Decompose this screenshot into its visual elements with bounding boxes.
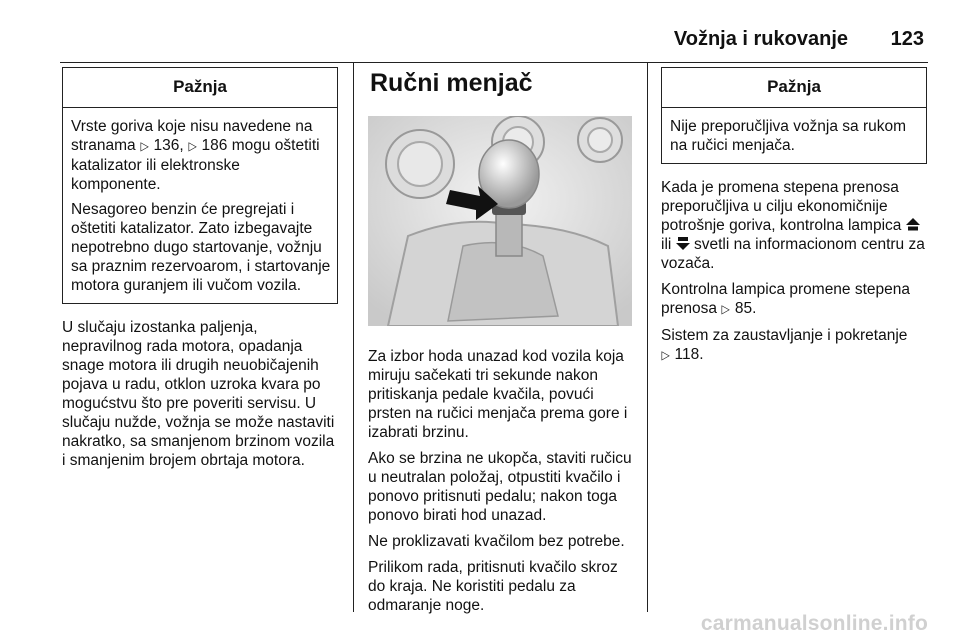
reference-arrow-icon: ▷ bbox=[721, 302, 731, 316]
paragraph-clutch-slip: Ne proklizavati kvačilom bez potrebe. bbox=[368, 533, 625, 550]
notice-box-hand bbox=[661, 67, 927, 164]
manual-gearbox-text bbox=[368, 347, 632, 615]
paragraph-neutral: Ako se brzina ne ukopča, staviti ručicu u neutralan položaj, otpustiti kvačilo i ponovo pritisnuti pedalu; nakon toga ponovo birati hod unazad. bbox=[368, 450, 632, 524]
watermark: carmanualsonline.info bbox=[700, 612, 928, 635]
gear-lever-illustration bbox=[368, 116, 632, 326]
column-divider bbox=[647, 63, 648, 612]
reference-arrow-icon: ▷ bbox=[140, 139, 149, 153]
paragraph-shift-lamp: Kada je promena stepena prenosa preporučljiva u cilju ekonomičnije potrošnje goriva, kontrolna lampica ili svetli na informacionom centru za vozača. bbox=[661, 179, 925, 272]
paragraph-clutch-press: Prilikom rada, pritisnuti kvačilo skroz do kraja. Ne koristiti pedalu za odmaranje noge. bbox=[368, 559, 618, 614]
reference-arrow-icon: ▷ bbox=[188, 139, 197, 153]
notice-title: Pažnja bbox=[63, 68, 337, 108]
chapter-title: Vožnja i rukovanje bbox=[673, 28, 848, 50]
page-ref-85[interactable]: 85. bbox=[734, 300, 757, 317]
notice-paragraph-2: Nesagoreo benzin će pregrejati i oštetiti katalizator. Zato izbegavajte nepotrebno dugo startovanje, vožnju sa praznim rezervoarom, i startovanje motora guranjem ili vučom vozila. bbox=[71, 201, 331, 294]
page-ref-136[interactable]: 136 bbox=[153, 137, 180, 154]
notice-body bbox=[63, 108, 337, 303]
paragraph-reverse: Za izbor hoda unazad kod vozila koja miruju sačekati tri sekunde nakon pritiskanja pedale kvačila, povući prsten na ručici menjača prema gore i izabrati brzinu. bbox=[368, 348, 628, 441]
notice-box-fuel bbox=[62, 67, 338, 304]
column-right bbox=[661, 63, 927, 372]
page-ref-118[interactable]: 118. bbox=[674, 346, 704, 363]
notice-paragraph-1: Vrste goriva koje nisu navedene na stranama ▷ 136, ▷ 186 mogu oštetiti katalizator ili elektronske komponente. bbox=[71, 118, 320, 193]
notice-body: Nije preporučljiva vožnja sa rukom na ručici menjača. bbox=[670, 118, 907, 154]
section-title: Ručni menjač bbox=[370, 69, 533, 97]
shift-down-icon bbox=[676, 237, 690, 250]
page-header bbox=[60, 22, 928, 62]
body-text-misfire: U slučaju izostanka paljenja, nepravilnog rada motora, opadanja snage motora ili drugih neuobičajenih pojava u radu, otklon uzroka kvara po mogućstvu što pre poveriti servisu. U slučaju nužde, vožnja se može nastaviti nakratko, sa smanjenom brzinom vozila i smanjenim brojem obrtaja motora. bbox=[62, 319, 335, 469]
paragraph-shift-lamp-ref: Kontrolna lampica promene stepena prenosa ▷ 85. bbox=[661, 281, 911, 317]
page-number: 123 bbox=[890, 28, 924, 50]
column-middle bbox=[368, 63, 632, 622]
reference-arrow-icon: ▷ bbox=[661, 348, 670, 362]
notice-title: Pažnja bbox=[662, 68, 926, 108]
column-divider bbox=[353, 63, 354, 612]
shift-indicator-text bbox=[661, 178, 927, 365]
shift-up-icon bbox=[906, 218, 920, 231]
paragraph-stop-start-ref: Sistem za zaustavljanje i pokretanje ▷ 118. bbox=[661, 327, 908, 363]
page-ref-186[interactable]: 186 bbox=[201, 137, 228, 154]
column-left bbox=[62, 63, 338, 477]
